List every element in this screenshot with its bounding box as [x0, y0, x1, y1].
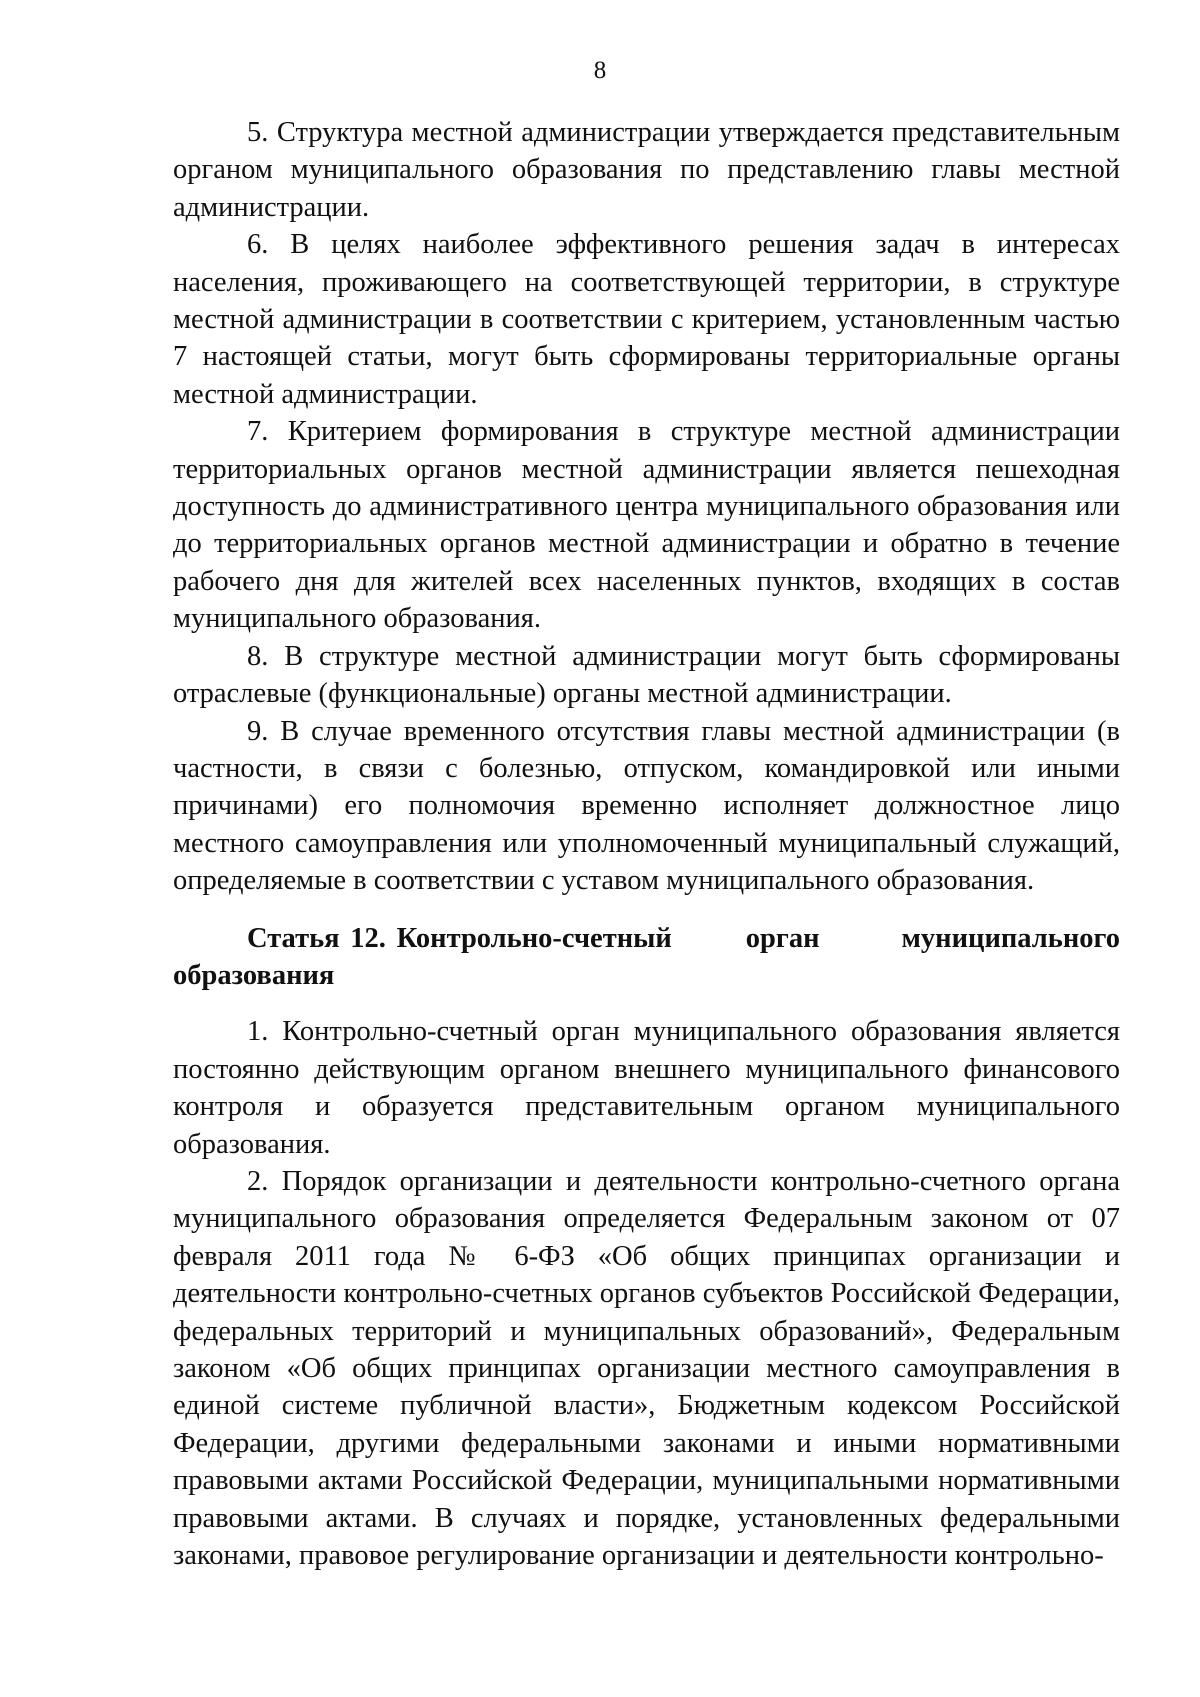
article-heading-rest: муниципального образования — [173, 922, 1120, 991]
document-body — [173, 114, 1120, 1574]
paragraph-9: 9. В случае временного отсутствия главы местной администрации (в частности, в связи с болезнью, отпуском, командировкой или иными причинами) его полномочия временно исполняет должностное лицо местного самоуправления или уполномоченный муниципальный служащий, определяемые в соответствии с уставом муниципального образования. — [173, 715, 1120, 897]
page-number: 8 — [593, 57, 607, 84]
article-heading — [173, 920, 1120, 995]
paragraph-6: 6. В целях наиболее эффективного решения задач в интересах населения, проживающего на соответствующей территории, в структуре местной администрации в соответствии с критерием, установленным частью 7 настоящей статьи, могут быть сформированы территориальные органы местной администрации. — [173, 229, 1120, 410]
paragraph-5: 5. Структура местной администрации утверждается представительным органом муниципального образования по представлению главы местной администрации. — [173, 117, 1120, 223]
paragraph-7: 7. Критерием формирования в структуре местной администрации территориальных органов местной администрации является пешеходная доступность до административного центра муниципального образования или до территориальных органов местной администрации и обратно в течение рабочего дня для жителей всех населенных пунктов, входящих в состав муниципального образования. — [173, 416, 1120, 635]
article-12-paragraph-2: 2. Порядок организации и деятельности контрольно-счетного органа муниципального образования определяется Федеральным законом от 07 февраля 2011 года № 6-ФЗ «Об общих принципах организации и деятельности контрольно-счетных органов субъектов Российской Федерации, федеральных территорий и муниципальных образований», Федеральным законом «Об общих принципах организации местного самоуправления в единой системе публичной власти», Бюджетным кодексом Российской Федерации, другими федеральными законами и иными нормативными правовыми актами Российской Федерации, муниципальными нормативными правовыми актами. В случаях и порядке, установленных федеральными законами, правовое регулирование организации и деятельности контрольно- — [173, 1165, 1120, 1572]
article-heading-word-organ: орган — [745, 922, 820, 954]
article-heading-title: Статья 12. Контрольно-счетный — [247, 922, 672, 954]
article-12-paragraph-1: 1. Контрольно-счетный орган муниципального образования является постоянно действующим органом внешнего муниципального финансового контроля и образуется представительным органом муниципального образования. — [173, 1016, 1120, 1160]
paragraph-8: 8. В структуре местной администрации могут быть сформированы отраслевые (функциональные) органы местной администрации. — [173, 640, 1120, 710]
